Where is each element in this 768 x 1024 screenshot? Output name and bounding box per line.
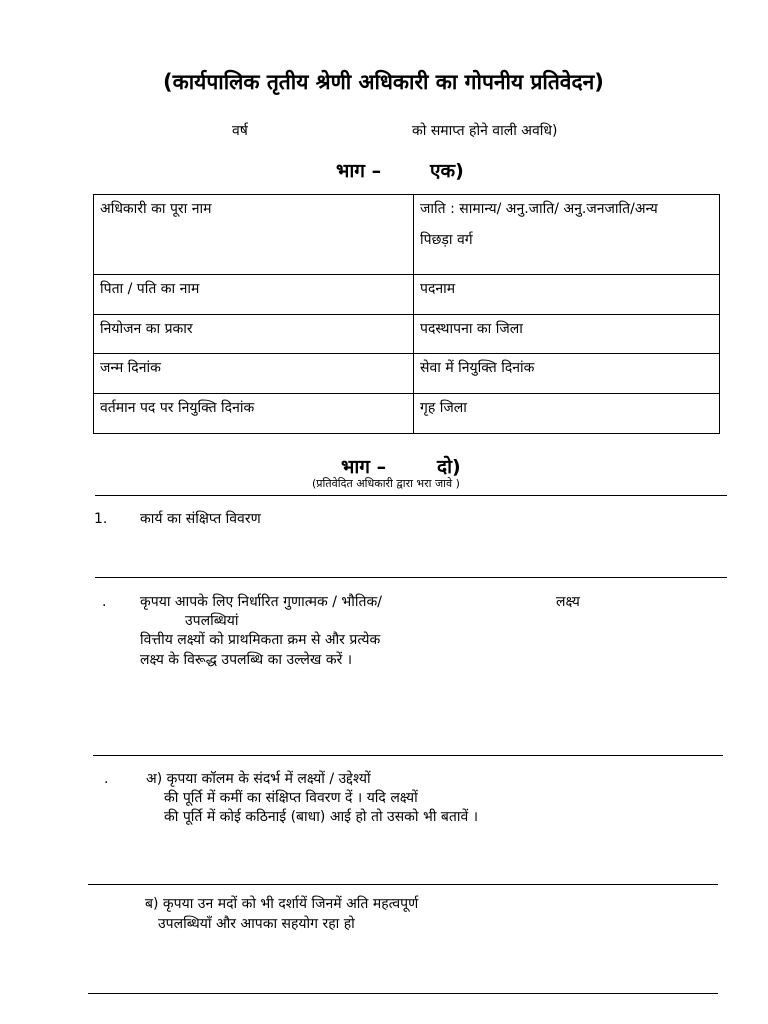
caste-options-line2: पिछड़ा वर्ग: [420, 232, 473, 248]
section1-number: 1.: [94, 511, 108, 527]
divider: [95, 577, 727, 578]
table-cell-label: वर्तमान पद पर नियुक्ति दिनांक: [94, 394, 414, 434]
year-label: वर्ष: [232, 123, 248, 139]
section4-line2: उपलब्धियाँ और आपका सहयोग रहा हो: [158, 916, 355, 932]
table-cell-label: जन्म दिनांक: [94, 354, 414, 394]
table-cell-label: नियोजन का प्रकार: [94, 315, 414, 354]
section3-line3: की पूर्ति में कोई कठिनाई (बाधा) आई हो तो उसको भी बतावें ।: [164, 809, 479, 825]
section2-line4: लक्ष्य के विरूद्ध उपलब्धि का उल्लेख करें ।: [140, 652, 353, 668]
table-row: [94, 394, 720, 434]
section3-line1: अ) कृपया कॉलम के संदर्भ में लक्ष्यों / उद्देश्यों: [146, 771, 371, 787]
part1-heading-right: एक): [430, 160, 464, 182]
part2-note: (प्रतिवेदित अधिकारी द्वारा भरा जावे ): [312, 477, 460, 490]
table-cell-label: गृह जिला: [414, 394, 720, 434]
table-cell-label: अधिकारी का पूरा नाम: [94, 195, 414, 275]
divider: [88, 884, 718, 885]
table-row: [94, 354, 720, 394]
caste-options: जाति : सामान्य/ अनु.जाति/ अनु.जनजाति/अन्य: [420, 201, 658, 217]
table-cell-label: पदनाम: [414, 275, 720, 315]
part2-heading-left: भाग –: [341, 456, 387, 478]
part2-heading-right: दो): [437, 456, 461, 478]
section1-text: कार्य का संक्षिप्त विवरण: [140, 511, 261, 527]
section2-bullet: .: [102, 594, 107, 610]
table-cell-label: [414, 195, 720, 275]
section2-line2: उपलब्धियां: [185, 613, 239, 629]
period-ending-label: को समाप्त होने वाली अवधि): [412, 123, 558, 139]
section2-line3: वित्तीय लक्ष्यों को प्राथमिकता क्रम से और प्रत्येक: [140, 632, 381, 648]
section2-line1: कृपया आपके लिए निर्धारित गुणात्मक / भौतिक/: [140, 594, 382, 610]
section3-bullet: .: [104, 771, 109, 787]
table-row: [94, 275, 720, 315]
table-cell-label: सेवा में नियुक्ति दिनांक: [414, 354, 720, 394]
section4-line1: ब) कृपया उन मदों को भी दर्शायें जिनमें अति महत्वपूर्ण: [145, 896, 419, 912]
section3-line2: की पूर्ति में कमीं का संक्षिप्त विवरण दें । यदि लक्ष्यों: [164, 790, 418, 806]
divider: [95, 495, 727, 496]
table-row: [94, 315, 720, 354]
divider: [93, 755, 723, 756]
part1-heading-left: भाग –: [336, 160, 382, 182]
table-cell-label: पदस्थापना का जिला: [414, 315, 720, 354]
section2-target-label: लक्ष्य: [556, 594, 580, 610]
divider: [88, 993, 718, 994]
officer-info-table: [93, 194, 720, 434]
table-cell-label: पिता / पति का नाम: [94, 275, 414, 315]
form-title: (कार्यपालिक तृतीय श्रेणी अधिकारी का गोपनीय प्रतिवेदन): [163, 70, 604, 94]
table-row: [94, 195, 720, 275]
